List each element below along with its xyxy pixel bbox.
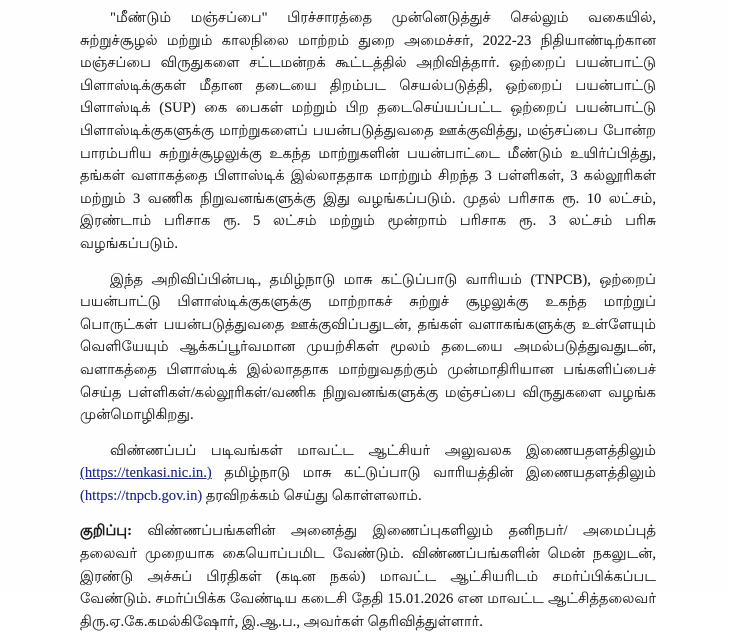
tenkasi-collector-website-link[interactable]: (https://tenkasi.nic.in.) [80,465,212,482]
paragraph-tnpcb-proposal: இந்த அறிவிப்பின்படி, தமிழ்நாடு மாசு கட்டுப்பாடு வாரியம் (TNPCB), ஒற்றைப் பயன்பாட்டு பிளாஸ்டிக்குகளுக்கு மாற்றாகச் சுற்றுச் சூழலுக்கு உகந்த மாற்றுப் பொருட்கள் பயன்படுத்துவதை ஊக்குவிப்பதுடன், தங்கள் வளாகங்களுக்கு உள்ளேயும் வெளியேயும் ஆக்கப்பூர்வமான முயற்சிகள் மூலம் தடையை அமல்படுத்துவதுடன், வளாகத்தை பிளாஸ்டிக் இல்லாததாக மாற்றுவதற்கும் முன்மாதிரியான பங்களிப்பைச் செய்த பள்ளிகள்/கல்லூரிகள்/வணிக நிறுவனங்களுக்கு மஞ்சப்பை விருதுகளை வழங்க முன்மொழிகிறது. [80,271,656,424]
tnpcb-website-link[interactable]: (https://tnpcb.gov.in) [80,487,203,504]
application-forms-middle-text: தமிழ்நாடு மாசு கட்டுப்பாடு வாரியத்தின் இணையதளத்திலும் [211,465,656,482]
paragraph-award-announcement: "மீண்டும் மஞ்சப்பை" பிரச்சாரத்தை முன்னெடுத்துச் செல்லும் வகையில், சுற்றுச்சூழல் மற்றும் காலநிலை மாற்றம் துறை அமைச்சர், 2022-23 நிதியாண்டிற்கான மஞ்சப்பை விருதுகளை சட்டமன்றக் கூட்டத்தில் அறிவித்தார். ஒற்றைப் பயன்பாட்டு பிளாஸ்டிக்குகள் மீதான தடையை திறம்பட செயல்படுத்தி, ஒற்றைப் பயன்பாட்டு பிளாஸ்டிக் (SUP) கை பைகள் மற்றும் பிற தடைசெய்யப்பட்ட ஒற்றைப் பயன்பாட்டு பிளாஸ்டிக்குகளுக்கு மாற்றுகளைப் பயன்படுத்துவதை ஊக்குவித்து, மஞ்சப்பை போன்ற பாரம்பரிய சுற்றுச்சூழலுக்கு உகந்த மாற்றுகளின் பயன்பாட்டை மீண்டும் உயிர்ப்பித்து, தங்கள் வளாகத்தை பிளாஸ்டிக் இல்லாததாக மாற்றும் சிறந்த 3 பள்ளிகள், 3 கல்லூரிகள் மற்றும் 3 வணிக நிறுவனங்களுக்கு இது வழங்கப்படும். முதல் பரிசாக ரூ. 10 லட்சம், இரண்டாம் பரிசாக ரூ. 5 லட்சம் மற்றும் மூன்றாம் பரிசாக ரூ. 3 லட்சம் பரிசு வழங்கப்படும். [80,10,656,252]
paragraph-application-forms [80,440,656,508]
application-forms-lead-text: விண்ணப்பப் படிவங்கள் மாவட்ட ஆட்சியர் அலுவலக இணையதளத்திலும் [110,442,656,459]
application-forms-tail-text: தரவிறக்கம் செய்து கொள்ளலாம். [202,487,422,504]
note-text: விண்ணப்பங்களின் அனைத்து இணைப்புகளிலும் தனிநபர்/ அமைப்புத் தலைவர் முறையாக கையொப்பமிட வேண்டும். விண்ணப்பங்களின் மென் நகலுடன், இரண்டு அச்சுப் பிரதிகள் (கடின நகல்) மாவட்ட ஆட்சியரிடம் சமர்ப்பிக்கப்பட வேண்டும். சமர்ப்பிக்க வேண்டிய கடைசி தேதி 15.01.2026 என மாவட்ட ஆட்சித்தலைவர் திரு.ஏ.கே.கமல்கிஷோர், இ.ஆ.ப., அவர்கள் தெரிவித்துள்ளார். [80,523,656,630]
note-label: குறிப்பு: [80,523,133,540]
paragraph-note [80,520,656,633]
